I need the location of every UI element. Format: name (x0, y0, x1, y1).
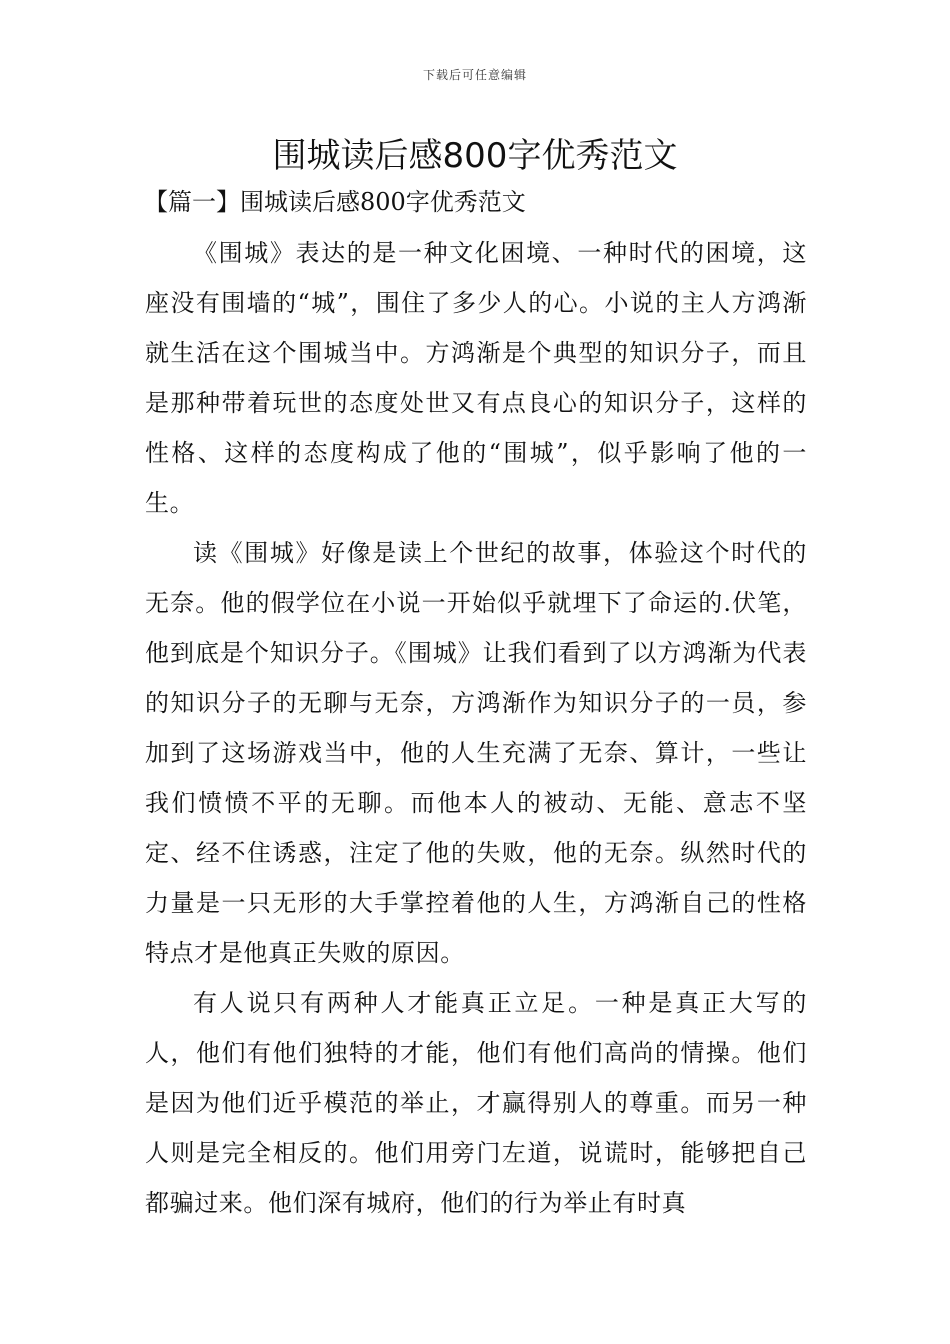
document-title: 围城读后感800字优秀范文 (272, 136, 678, 176)
paragraph: 读《围城》好像是读上个世纪的故事，体验这个时代的无奈。他的假学位在小说一开始似乎就埋下了命运的.伏笔，他到底是个知识分子。《围城》让我们看到了以方鸿渐为代表的知识分子的无聊与无奈，方鸿渐作为知识分子的一员，参加到了这场游戏当中，他的人生充满了无奈、算计，一些让我们愤愤不平的无聊。而他本人的被动、无能、意志不坚定、经不住诱惑，注定了他的失败，他的无奈。纵然时代的力量是一只无形的大手掌控着他的人生，方鸿渐自己的性格特点才是他真正失败的原因。 (145, 539, 807, 967)
body-text (145, 228, 807, 1228)
header-note: 下载后可任意编辑 (422, 68, 527, 82)
paragraph: 《围城》表达的是一种文化困境、一种时代的困境，这座没有围墙的“城”，围住了多少人的心。小说的主人方鸿渐就生活在这个围城当中。方鸿渐是个典型的知识分子，而且是那种带着玩世的态度处世又有点良心的知识分子，这样的性格、这样的态度构成了他的“围城”，似乎影响了他的一生。 (145, 239, 807, 517)
section-heading: 【篇一】围城读后感800字优秀范文 (144, 188, 526, 216)
paragraph: 有人说只有两种人才能真正立足。一种是真正大写的人，他们有他们独特的才能，他们有他们高尚的情操。他们是因为他们近乎模范的举止，才赢得别人的尊重。而另一种人则是完全相反的。他们用旁门左道，说谎时，能够把自己都骗过来。他们深有城府，他们的行为举止有时真 (145, 989, 807, 1217)
